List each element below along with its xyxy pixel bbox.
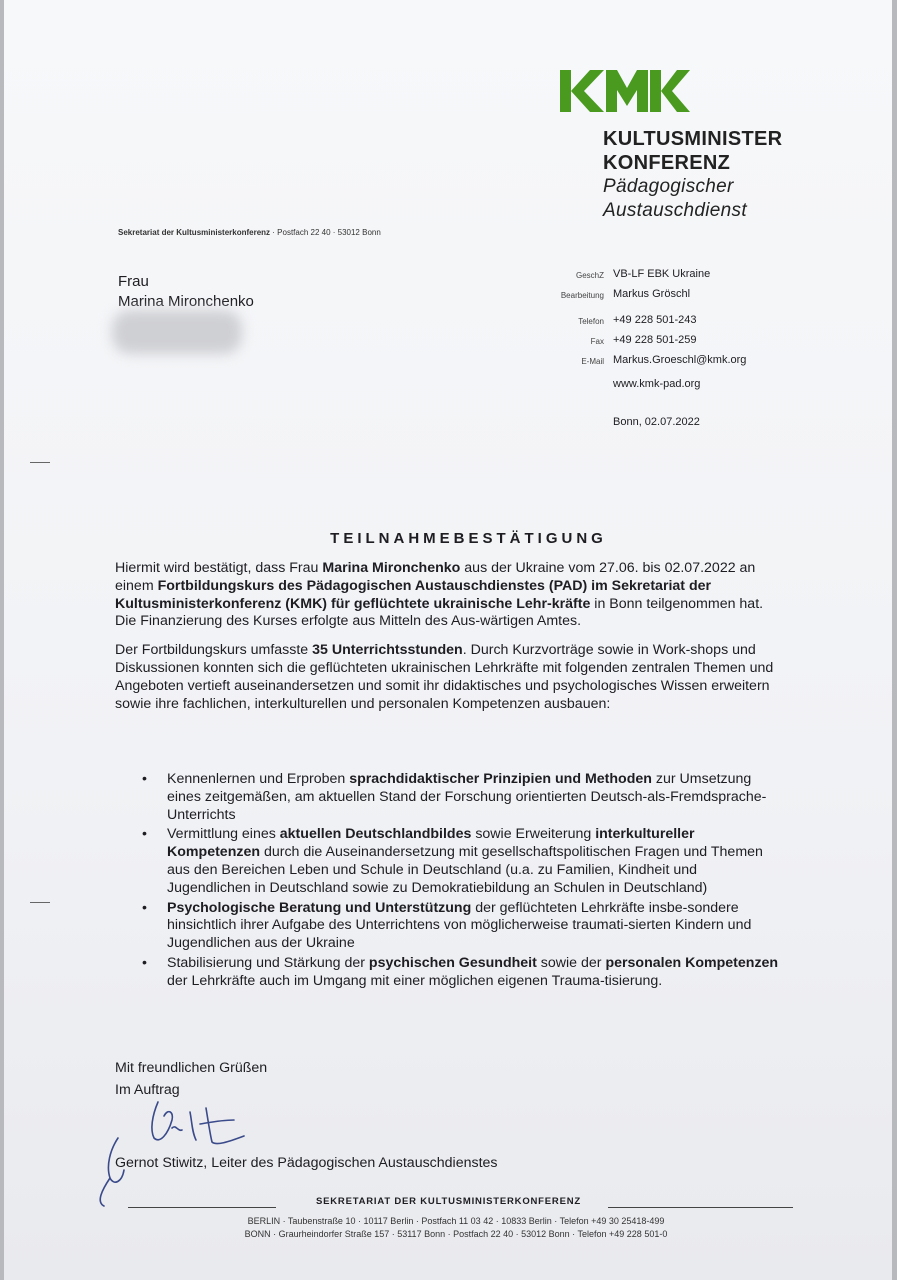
- sender-name: Sekretariat der Kultusministerkonferenz: [118, 228, 271, 237]
- greeting: Mit freundlichen Grüßen: [115, 1060, 268, 1076]
- recipient-salutation: Frau: [118, 273, 149, 290]
- org-line-2: KONFERENZ: [603, 152, 731, 174]
- letter-body: [115, 560, 775, 724]
- footer-addresses: [0, 1215, 897, 1241]
- org-line-1: KULTUSMINISTER: [603, 128, 783, 150]
- bearbeitung-label: Bearbeitung: [560, 291, 604, 300]
- recipient-name: Marina Mironchenko: [118, 293, 254, 310]
- topics-list: [142, 771, 782, 993]
- bearbeitung-value: Markus Gröschl: [613, 288, 691, 300]
- kmk-logo: [560, 70, 690, 112]
- im-auftrag: Im Auftrag: [115, 1082, 180, 1098]
- telefon-value: +49 228 501-243: [613, 314, 697, 326]
- list-item: • Psychologische Beratung und Unterstützung der geflüchteten Lehrkräfte insbe-sondere hinsichtlich ihrer Aufgabe des Unterrichtens von möglicherweise traumati-sierten Kindern und Jugendlichen aus der Ukraine: [142, 900, 782, 953]
- redacted-address-blur: [112, 310, 242, 354]
- footer-berlin: BERLIN · Taubenstraße 10 · 10117 Berlin · Postfach 11 03 42 · 10833 Berlin · Telefon +49 30 25418-499: [247, 1216, 665, 1226]
- footer-title: SEKRETARIAT DER KULTUSMINISTERKONFERENZ: [315, 1196, 581, 1207]
- fax-value: +49 228 501-259: [613, 334, 697, 346]
- sender-address: · Postfach 22 40 · 53012 Bonn: [270, 228, 381, 237]
- website: www.kmk-pad.org: [613, 378, 701, 390]
- geschz-value: VB-LF EBK Ukraine: [613, 268, 711, 280]
- paragraph-1: Hiermit wird bestätigt, dass Frau Marina Mironchenko aus der Ukraine vom 27.06. bis 02.07.2022 an einem Fortbildungskurs des Pädagogischen Austauschdienstes (PAD) im Sekretariat der Kultusministerkonferenz (KMK) für geflüchtete ukrainische Lehr-kräfte in Bonn teilgenommen hat. Die Finanzierung des Kurses erfolgte aus Mitteln des Aus-wärtigen Amtes.: [115, 560, 764, 630]
- fold-mark-top: [30, 462, 50, 463]
- sender-line: [118, 228, 381, 237]
- telefon-label: Telefon: [578, 317, 604, 326]
- geschz-label: GeschZ: [575, 271, 604, 280]
- reference-info-block: [540, 265, 746, 431]
- handwritten-signature: [88, 1090, 278, 1210]
- paragraph-2: Der Fortbildungskurs umfasste 35 Unterrichtsstunden. Durch Kurzvorträge sowie in Work-shops und Diskussionen konnten sich die geflüchteten ukrainischen Lehrkräfte mit folgenden zentralen Themen und Angeboten vertieft auseinandersetzen und somit ihr didaktisches und psychologisches Wissen erweitern sowie ihre fachlichen, interkulturellen und personalen Kompetenzen ausbauen:: [115, 642, 774, 712]
- document-title: TEILNAHMEBESTÄTIGUNG: [330, 530, 607, 547]
- list-item: • Stabilisierung und Stärkung der psychischen Gesundheit sowie der personalen Kompetenzen der Lehrkräfte auch im Umgang mit einer möglichen eigenen Trauma-tisierung.: [142, 955, 782, 991]
- footer-bonn: BONN · Graurheindorfer Straße 157 · 53117 Bonn · Postfach 22 40 · 53012 Bonn · Telefon +49 228 501-0: [244, 1229, 668, 1239]
- letter-date: Bonn, 02.07.2022: [613, 416, 700, 428]
- org-line-4: Austauschdienst: [603, 200, 747, 221]
- organization-name: [603, 127, 782, 223]
- signer-name: Gernot Stiwitz, Leiter des Pädagogischen Austauschdienstes: [115, 1155, 498, 1171]
- recipient-address: [118, 272, 254, 312]
- fax-label: Fax: [590, 337, 604, 346]
- list-item: • Kennenlernen und Erproben sprachdidaktischer Prinzipien und Methoden zur Umsetzung eines zeitgemäßen, am aktuellen Stand der Forschung orientierten Deutsch-als-Fremdsprache-Unterrichts: [142, 771, 782, 824]
- list-item: • Vermittlung eines aktuellen Deutschlandbildes sowie Erweiterung interkultureller Kompetenzen durch die Auseinandersetzung mit gesellschaftspolitischen Fragen und Themen aus den Bereichen Leben und Schule in Deutschland (u.a. zu Familien, Kindheit und Jugendlichen in Deutschland sowie zu Demokratiebildung an Schulen in Deutschland): [142, 826, 782, 897]
- email-label: E-Mail: [581, 357, 604, 366]
- email-value: Markus.Groeschl@kmk.org: [613, 354, 747, 366]
- fold-mark-bottom: [30, 902, 50, 903]
- org-line-3: Pädagogischer: [603, 176, 734, 197]
